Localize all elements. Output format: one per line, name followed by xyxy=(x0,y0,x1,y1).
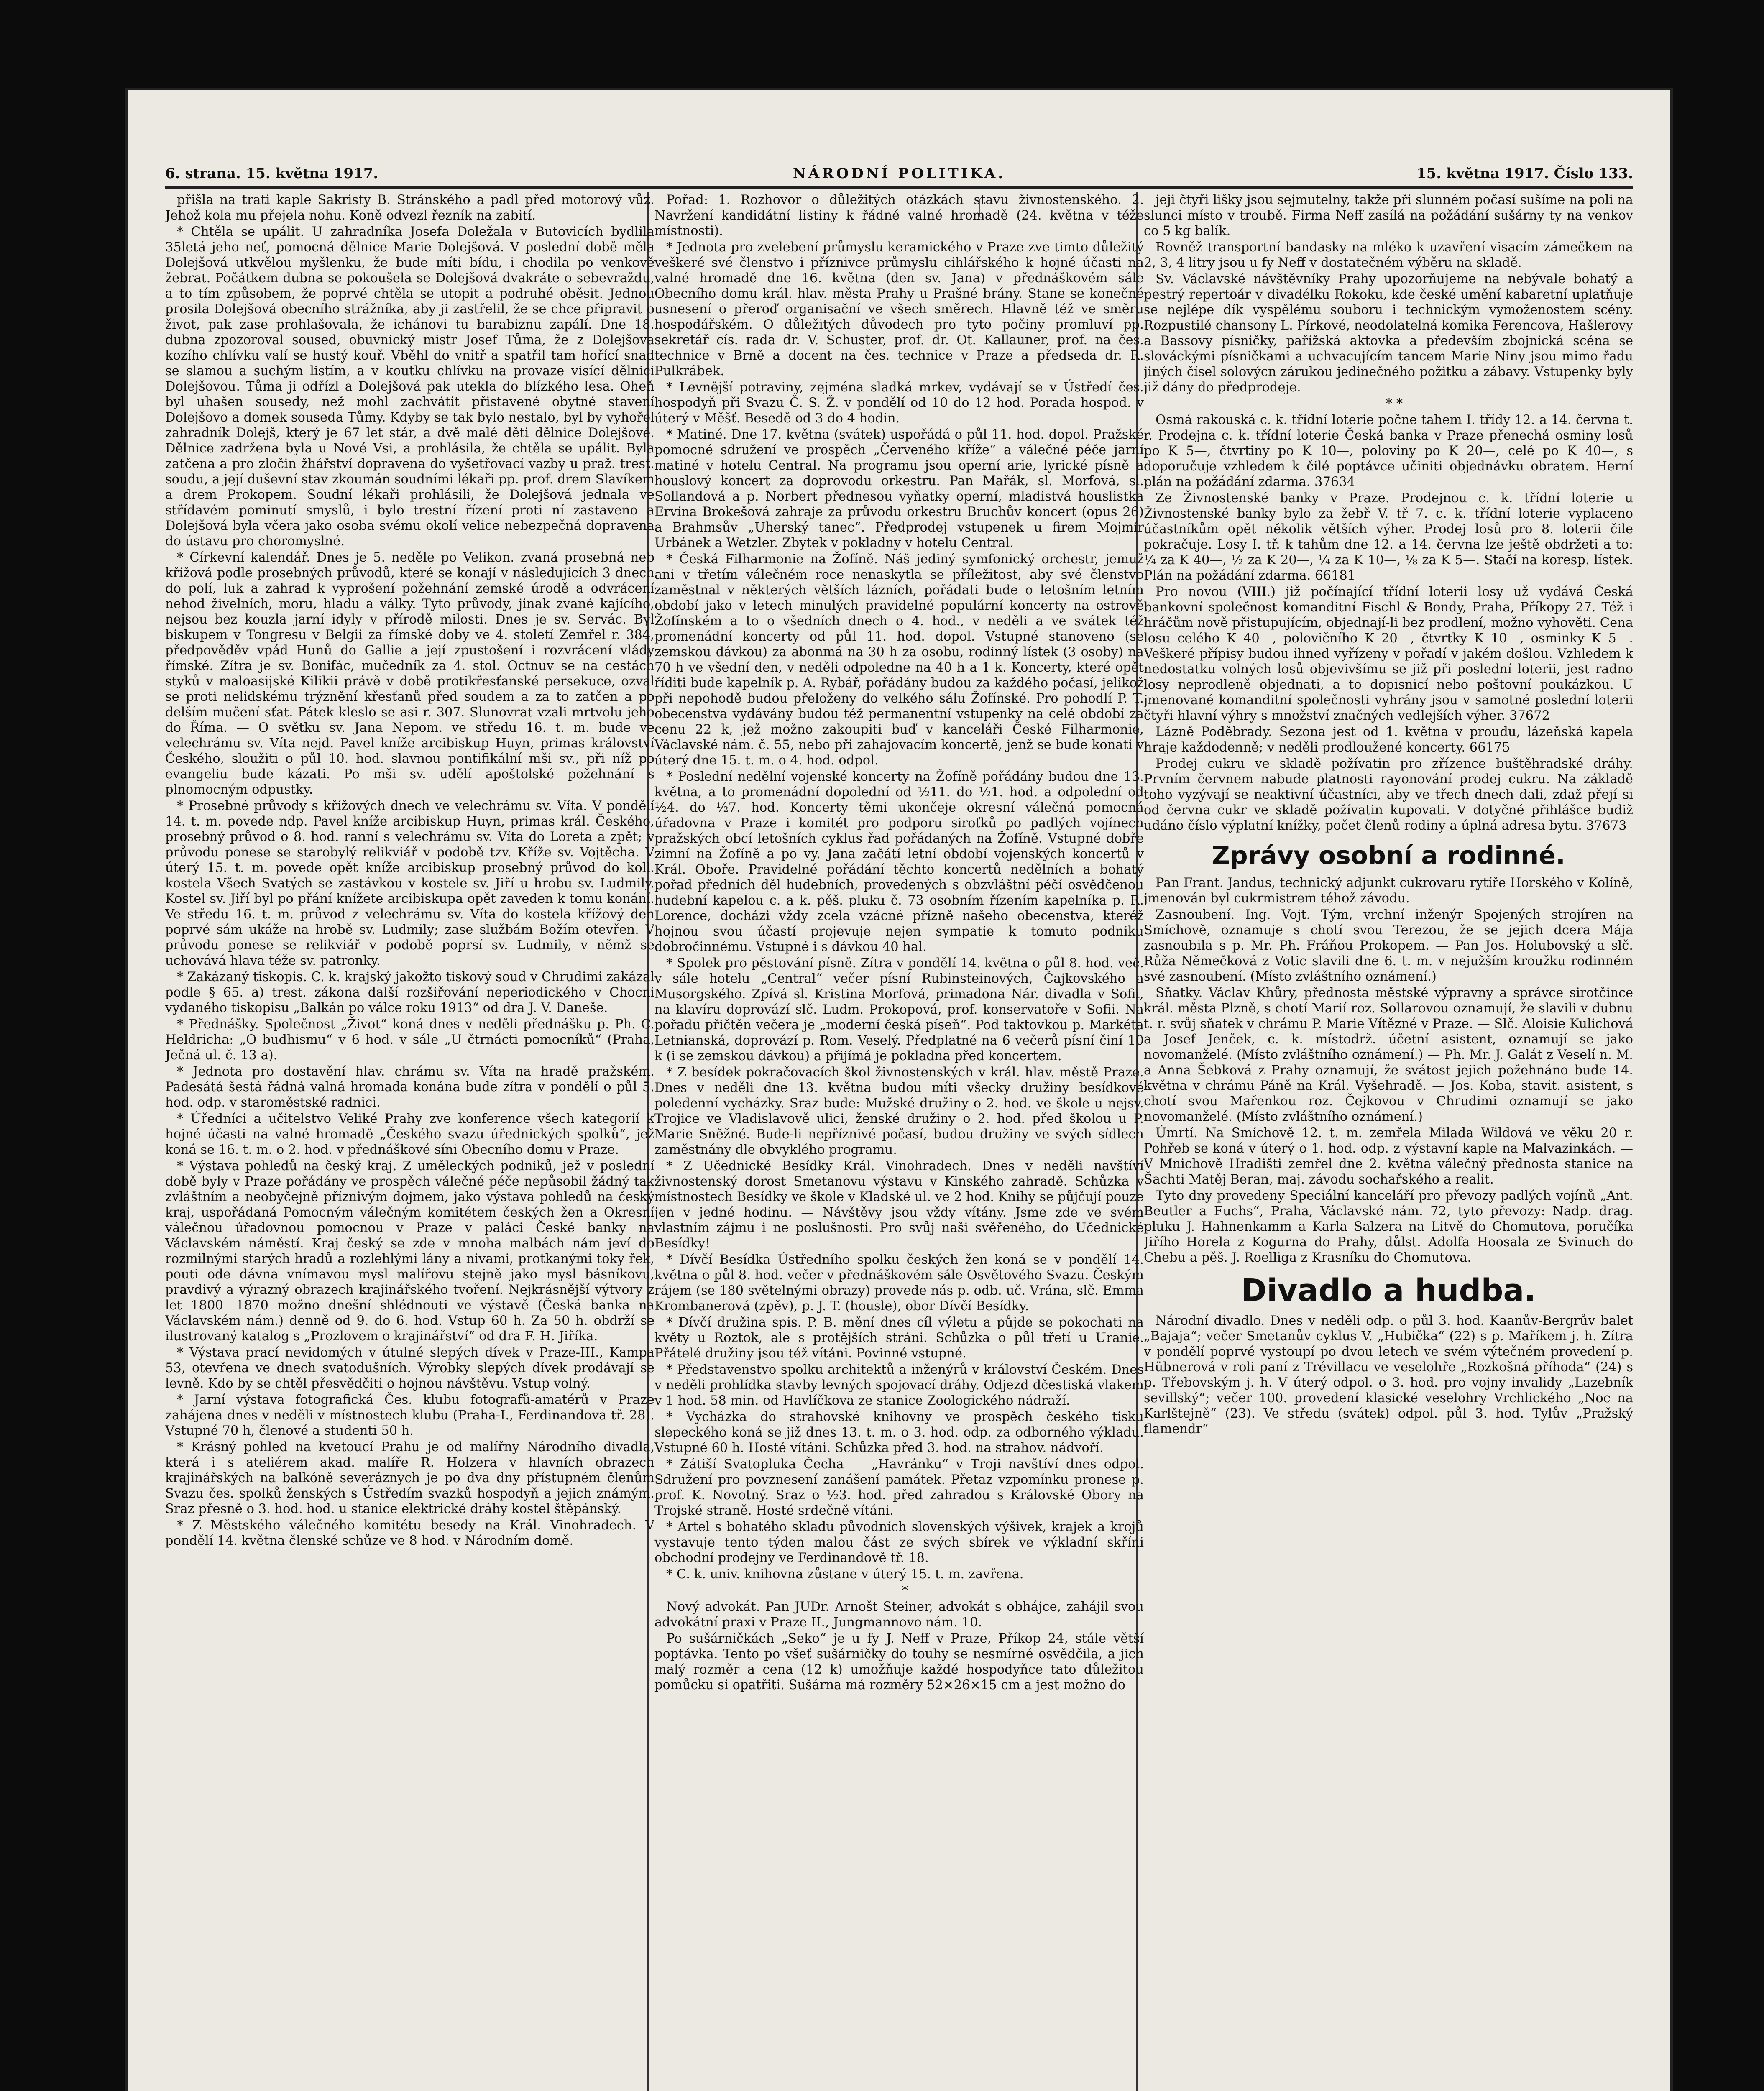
column-1 xyxy=(165,192,654,2091)
news-item: Sv. Václavské návštěvníky Prahy upozorňujeme na nebývale bohatý a pestrý repertoár v divadélku Rokoku, kde české umění kabaretní uplatňuje se nejlépe dík vyspělému souboru i technickým vymoženostem scény. Rozpustilé chansony L. Pírkové, neodolatelná komika Ferencova, Hašlerovy a Bassovy písničky, pařížská aktovka a především zbojnická scéna se slováckými písničkami a uchvacujícím tancem Marie Niny jsou mimo řadu jiných čísel solovýcn zárukou jedinečného požitku a zábavy. Vstupenky byly již dány do předprodeje. xyxy=(1144,272,1633,395)
news-item: * Z Městského válečného komitétu besedy na Král. Vinohradech. V pondělí 14. května členské schůze ve 8 hod. v Národním domě. xyxy=(165,1518,654,1548)
news-item: * Církevní kalendář. Dnes je 5. neděle po Velikon. zvaná prosebná neb křížová podle prosebných průvodů, které se konají v následujících 3 dnech do polí, luk a zahrad k vyprošení požehnání zemské úrodě a odvrácení nehod živelních, moru, hladu a války. Tyto průvody, jinak zvané kajícího, nejsou bez kouzla jarní idyly v přírodě milosti. Dnes je sv. Servác. Byl biskupem v Tongresu v Belgii za římské doby ve 4. století Zemřel r. 384, předpověděv vpád Hunů do Gallie a její zpustošení i rozvrácení vlády římské. Zítra je sv. Bonifác, mučedník za 4. stol. Octnuv se na cestách styků v maloasijské Kilikii právě v době protikřesťanské persekuce, ozval se proti nelidskému trýznění křesťanů před soudem a za to zatčen a po delším mučení sťat. Pátek kleslo se asi r. 307. Slunovrat vzali mrtvolu jeho do Říma. — O světku sv. Jana Nepom. ve středu 16. t. m. bude ve velechrámu sv. Víta nejd. Pavel kníže arcibiskup Huyn, primas království Českého, sloužiti o půl 10. hod. slavnou pontifikální mši sv., při níž po evangeliu bude kázati. Po mši sv. udělí apoštolské požehnání s plnomocným odpustky. xyxy=(165,550,654,797)
news-item: * Úředníci a učitelstvo Veliké Prahy zve konference všech kategorií k hojné účasti na valné hromadě „Českého svazu úřednických spolků“, jež koná se 16. t. m. o 2. hod. v přednáškové síni Obecního domu v Praze. xyxy=(165,1112,654,1157)
news-item: * Z besídek pokračovacích škol živnostenských v král. hlav. městě Praze. Dnes v neděli dne 13. května budou míti všecky družiny besídkové poledenní vycházky. Sraz bude: Mužské družiny o 2. hod. ve škole u nejsv. Trojice ve Vladislavově ulici, ženské družiny o 2. hod. před školou u P. Marie Sněžné. Bude-li nepříznivé počasí, budou družiny ve svých sídlech zaměstnány dle obvyklého programu. xyxy=(654,1065,1144,1157)
news-item: * Přednášky. Společnost „Život“ koná dnes v neděli přednášku p. Ph. C. Heldricha: „O budhismu“ v 6 hod. v sále „U čtrnácti pomocníků“ (Praha, Ječná ul. č. 13 a). xyxy=(165,1017,654,1063)
news-item: Nový advokát. Pan JUDr. Arnošt Steiner, advokát s obhájce, zahájil svou advokátní praxi v Praze II., Jungmannovo nám. 10. xyxy=(654,1600,1144,1630)
news-item: * Vycházka do strahovské knihovny ve prospěch českého tisku slepeckého koná se již dnes 13. t. m. o 3. hod. odp. za odborného výkladu. Vstupné 60 h. Hosté vítáni. Schůzka před 3. hod. na strahov. nádvoří. xyxy=(654,1410,1144,1455)
news-item: * Zátiší Svatopluka Čecha — „Havránku“ v Troji navštíví dnes odpol. Sdružení pro povznesení zanášení památek. Přetaz vzpomínku pronese p. prof. K. Novotný. Sraz o ½3. hod. před zahradou s Královské Obory na Trojské straně. Hosté srdečně vítáni. xyxy=(654,1457,1144,1518)
news-item: * Levnější potraviny, zejména sladká mrkev, vydávají se v Ústředí čes. hospodyň při Svazu Č. S. Ž. v pondělí od 10 do 12 hod. Porada hospod. v úterý v Měšť. Besedě od 3 do 4 hodin. xyxy=(654,380,1144,426)
news-item: Pro novou (VIII.) již počínající třídní loterii losy už vydává Česká bankovní společnost komanditní Fischl & Bondy, Praha, Příkopy 27. Též i hráčům nově přistupujícím, objednají-li bez prodlení, možno vyhověti. Cena losu celého K 40—, polovičního K 20—, čtvrtky K 10—, osminky K 5—. Veškeré přípisy budou ihned vyřízeny v pořadí v jakém došlou. Vzhledem k nedostatku volných losů objevivšímu se již při poslední loterii, jest radno losy neprodleně objednati, a to dopisnicí nebo poštovní poukázkou. U jmenované komanditní společnosti vyhrány jsou v samotné poslední loterii čtyři hlavní výhry s množství značných vedlejších výher. 37672 xyxy=(1144,585,1633,723)
news-item: přišla na trati kaple Sakristy B. Stránského a padl před motorový vůz. Jehož kola mu přejela nohu. Koně odvezl řezník na zabití. xyxy=(165,193,654,223)
news-item: * Představenstvo spolku architektů a inženýrů v království Českém. Dnes v neděli prohlídka stavby levných spojovací dráhy. Odjezd dčestiská vlakem v 1 hod. 58 min. od Havlíčkova ze stanice Zoologického nádraží. xyxy=(654,1362,1144,1408)
news-item: Pořad: 1. Rozhovor o důležitých otázkách stavu živnostenského. 2. Navržení kandidátní listiny k řádné valné hromadě (24. května v téže místnosti). xyxy=(654,193,1144,238)
column-2 xyxy=(654,192,1144,2091)
separator-asterisks: * xyxy=(902,1583,908,1598)
news-item: Rovněž transportní bandasky na mléko k uzavření visacím zámečkem na 2, 3, 4 litry jsou u fy Neff v dostatečném výběru na skladě. xyxy=(1144,240,1633,270)
news-item: Tyto dny provedeny Speciální kanceláří pro převozy padlých vojínů „Ant. Beutler a Fuchs“, Praha, Václavské nám. 72, tyto převozy: Nadp. drag. pluku J. Hahnenkamm a Karla Salzera na Litvě do Chomutova, poručíka Jiřího Horela z Kogurna do Prahy, důlst. Adolfa Hoosala ze Svinuch do Chebu a pěš. J. Roelliga z Krasníku do Chomutova. xyxy=(1144,1189,1633,1265)
news-item: * C. k. univ. knihovna zůstane v úterý 15. t. m. zavřena. xyxy=(666,1567,1024,1582)
news-item: * Výstava prací nevidomých v útulné slepých dívek v Praze-III., Kampa 53, otevřena ve dnech svatodušních. Výrobky slepých dívek prodávají se levně. Kdo by se chtěl přesvědčiti o hojnou návštěvu. Vstup volný. xyxy=(165,1345,654,1391)
separator-asterisks: * * xyxy=(1386,396,1403,411)
section-heading: Divadlo a hudba. xyxy=(1241,1273,1536,1309)
news-item: * Prosebné průvody s křížových dnech ve velechrámu sv. Víta. V pondělí 14. t. m. povede ndp. Pavel kníže arcibiskup Huyn, primas král. Českého, prosebný průvod o 8. hod. ranní s velechrámu sv. Víta do Loreta a zpět; v průvodu ponese se starobylý relikviář v podobě tzv. Kříže sv. Vojtěcha. V úterý 15. t. m. povede opět kníže arcibiskup prosebný průvod do koll. kostela Všech Svatých se zastávkou v kostele sv. Jiří u hrobu sv. Ludmily. Kostel sv. Jiří byl po přání knížete arcibiskupa opět zaveden k tomu konání. Ve středu 16. t. m. průvod z velechrámu sv. Víta do kostela křížový den poprvé sám ukáže na hrobě sv. Ludmily; zase službám Božím otevřen. V průvodu ponese se relikviář v podobě poprsí sv. Ludmily, v němž se uchovává hlava téže sv. patronky. xyxy=(165,799,654,968)
column-3 xyxy=(1144,192,1633,2091)
news-item: * Dívčí družina spis. P. B. mění dnes cíl výletu a půjde se pokochati na květy u Roztok, ale s protějších stráni. Schůzka o půl třetí u Uranie. Přátelé družiny jsou též vítáni. Povinné vstupné. xyxy=(654,1315,1144,1361)
news-item: * Z Učednické Besídky Král. Vinohradech. Dnes v neděli navštíví živnostenský dorost Smetanovu výstavu v Kinského zahradě. Schůzka v místnostech Besídky ve škole v Kladské ul. ve 2 hod. Knihy se půjčují pouze jen v jedné hodinu. — Návštěvy jsou vždy vítány. Jsme zde ve svém vlastním zájmu i ne poslušnosti. Pro svůj naši svěřeného, do Učednické Besídky! xyxy=(654,1159,1144,1251)
news-item: Osmá rakouská c. k. třídní loterie počne tahem I. třídy 12. a 14. června t. r. Prodejna c. k. třídní loterie Česká banka v Praze přenechá osminy losů po K 5—, čtvrtiny po K 10—, poloviny po K 20—, celé po K 40—, s doporučuje vzhledem k čilé poptávce učiniti objednávku obratem. Herní plán na požádání zdarma. 37634 xyxy=(1144,413,1633,489)
news-item: jeji čtyři lišky jsou sejmutelny, takže při slunném počasí sušíme na poli na slunci místo v troubě. Firma Neff zasílá na požádání sušárny ty na venkov co 5 kg balík. xyxy=(1144,193,1633,238)
news-item: * Chtěla se upálit. U zahradníka Josefa Doležala v Butovicích bydlila 35letá jeho neť, pomocná dělnice Marie Dolejšová. V poslední době měla Dolejšová utkvělou myšlenku, že bude míti bídu, i chodila po venkově žebrat. Počátkem dubna se pokoušela se Dolejšová dvakráte o sebevraždu, a to tím způsobem, že poprvé chtěla se utopit a podruhé oběsit. Jednou prosila Dolejšová obecního strážníka, aby ji zastřelil, že se chce připravit o život, pak zase prohlašovala, že ichánovi tu barabiznu zapálí. Dne 18. dubna zpozoroval soused, obuvnický mistr Josef Tůma, že z Dolejšova kozího chlívku valí se hustý kouř. Vběhl do vnitř a spatřil tam hořící snad se slamou a suchým listím, a v koutku chlívku na provaze visící dělnici Dolejšovou. Tůma ji odřízl a Dolejšová pak utekla do blízkého lesa. Oheň byl uhašen sousedy, než mohl zachvátit přistavené obytné stavení Dolejšovo a domek souseda Tůmy. Kdyby se tak bylo nestalo, byl by vyhořel zahradník Dolejš, který je 67 let stár, a dvě malé děti dělnice Dolejšové. Dělnice zadržena byla u Nové Vsi, a prohlásila, že chtěla se upálit. Byla zatčena a pro zločin žhářství dopravena do vyšetřovací vazby u praž. trest. soudu, a její duševní stav zkoumán soudními lékaři pp. prof. drem Slavíkem a drem Prokopem. Soudní lékaři prohlásili, že Dolejšová jednala ve střídavém pominutí smyslů, i bylo trestní řízení proti ní zastaveno a Dolejšová byla včera jako osoba svému okolí velice nebezpečná dopravena do ústavu pro choromyslné. xyxy=(165,225,654,549)
page-header xyxy=(165,157,1633,189)
news-item: Zasnoubení. Ing. Vojt. Tým, vrchní inženýr Spojených strojíren na Smíchově, oznamuje s chotí svou Terezou, že se jejich dcera Mája zasnoubila s p. Mr. Ph. Fráňou Prokopem. — Pan Jos. Holubovský a slč. Růža Němečková z Votic slavili dne 6. t. m. v nejužším kroužku rodinném své zasnoubení. (Místo zvláštního oznámení.) xyxy=(1144,907,1633,984)
news-item: * Zakázaný tiskopis. C. k. krajský jakožto tiskový soud v Chrudimi zakázal podle § 65. a) trest. zákona další rozšiřování neperiodického v Chocni vydaného tiskopisu „Balkán po válce roku 1913“ od dra J. V. Daneše. xyxy=(165,970,654,1015)
section-heading: Zprávy osobní a rodinné. xyxy=(1212,841,1565,870)
news-item: * Spolek pro pěstování písně. Zítra v pondělí 14. května o půl 8. hod. več. v sále hotelu „Central“ večer písní Rubinsteinových, Čajkovského a Musorgského. Zpívá sl. Kristina Morfová, primadona Nár. divadla v Sofii, na klavíru doprovází slč. Ludm. Prokopová, prof. konservatoře v Sofii. Na pořadu přičtěn večera je „moderní česká píseň“. Pod taktovkou p. Markéta Letnianská, doprovází p. Rom. Veselý. Předplatné na 6 večerů písní činí 10 k (i se zemskou dávkou) a přijímá je pokladna před koncertem. xyxy=(654,956,1144,1063)
news-item: * Jednota pro dostavění hlav. chrámu sv. Víta na hradě pražském. Padesátá šestá řádná valná hromada konána bude zítra v pondělí o půl 5. hod. odp. v staroměstské radnici. xyxy=(165,1064,654,1110)
news-item: Sňatky. Václav Khůry, přednosta městské výpravny a správce sirotčince král. města Plzně, s chotí Marií roz. Sollarovou oznamují, že slavili v dubnu t. r. svůj sňatek v chrámu P. Marie Vítězné v Praze. — Slč. Aloisie Kulichová a Josef Jenček, c. k. místodrž. účetní asistent, oznamují se jako novomanželé. (Místo zvláštního oznámení.) — Ph. Mr. J. Galát z Veselí n. M. a Anna Šebková z Prahy oznamují, že svátost jejich požehnáno bude 14. května v chrámu Páně na Král. Vyšehradě. — Jos. Koba, stavit. asistent, s chotí svou Mařenkou roz. Čejkovou v Chrudimi oznamují se jako novomanželé. (Místo zvláštního oznámení.) xyxy=(1144,986,1633,1124)
news-item: Lázně Poděbrady. Sezona jest od 1. května v proudu, lázeňská kapela hraje každodenně; v neděli prodloužené koncerty. 66175 xyxy=(1144,725,1633,755)
header-date-left: 6. strana. 15. května 1917. xyxy=(165,165,378,182)
news-item: Úmrtí. Na Smíchově 12. t. m. zemřela Milada Wildová ve věku 20 r. Pohřeb se koná v úterý o 1. hod. odp. z výstavní kaple na Malvazinkách. — V Mnichově Hradišti zemřel dne 2. května válečný přednosta stanice na Šachti Matěj Beran, maj. závodu sochařského a realit. xyxy=(1144,1126,1633,1187)
news-item: * Poslední nedělní vojenské koncerty na Žofíně pořádány budou dne 13. května, a to promenádní dopolední od ½11. do ½1. hod. a odpolední od ½4. do ½7. hod. Koncerty těmi ukončeje okresní válečná pomocná úřadovna v Praze i komitét pro podporu siroťků po padlých vojínech pražských obcí letošních cyklus řad pořádaných na Žofíně. Vstupné dobře zimní na Žofíně a po vy. Jana začátí letní období vojenských koncertů v Král. Oboře. Pravidelné pořádání těchto koncertů nedělních a bohatý pořad předních děl hudebních, provedených s obzvláštní péčí osvědčenou hudební kapelou c. a k. pěš. pluku č. 73 osobním řízením kapelníka p. R. Lorence, docházi vždy zcela vzácné přízně našeho obecenstva, kteréž hojnou svou účastí projevuje nejen sympatie k tomuto podniku dobročinnému. Vstupné i s dávkou 40 hal. xyxy=(654,769,1144,954)
news-item: * Artel s bohatého skladu původních slovenských výšivek, krajek a krojů vystavuje tento týden malou část ze svých sbírek ve výkladní skříni obchodní prodejny ve Ferdinandově tř. 18. xyxy=(654,1520,1144,1565)
news-item: Národní divadlo. Dnes v neděli odp. o půl 3. hod. Kaanův-Bergrův balet „Bajaja“; večer Smetanův cyklus V. „Hubička“ (22) s p. Maříkem j. h. Zítra v pondělí poprvé vystoupí po dvou letech ve svém výtečném provedení p. Hübnerová v roli paní z Trévillacu ve veselohře „Rozkošná příhoda“ (24) s p. Třebovským j. h. V úterý odpol. o 3. hod. pro vojny invalidy „Lazebník sevillský“; večer 100. provedení klasické veselohry Vrchlického „Noc na Karlštejně“ (23). Ve středu (svátek) odpol. půl 3. hod. Tylův „Pražský flamendr“ xyxy=(1144,1314,1633,1437)
news-item: Ze Živnostenské banky v Praze. Prodejnou c. k. třídní loterie u Živnostenské banky bylo za žebř V. tř 7. c. k. třídní loterie vyplaceno účastníkům opět několik větších výher. Prodej losů pro 8. loterii čile pokračuje. Losy I. tř. k tahům dne 12. a 14. června lze ještě obdržeti a to: ¼ za K 40—, ½ za K 20—, ¼ za K 10—, ⅛ za K 5—. Stačí na koresp. lístek. Plán na požádání zdarma. 66181 xyxy=(1144,491,1633,583)
news-item: Prodej cukru ve skladě požívatin pro zřízence buštěhradské dráhy. Prvním červnem nabude platnosti rayonování prodej cukru. Na základě toho vyzývají se neaktivní účastníci, aby ve třech dnech dali, zdaž přejí si od června cukr ve skladě požívatin kupovati. V dotyčné přihlášce budiž udáno číslo výplatní knížky, počet členů rodiny a úplná adresa bytu. 37673 xyxy=(1144,757,1633,833)
news-item: * Výstava pohledů na český kraj. Z uměleckých podniků, jež v poslední době byly v Praze pořádány ve prospěch válečné péče nepůsobil žádný tak zvláštním a neobyčejně příznivým dojmem, jako výstava pohledů na český kraj, uspořádaná Pomocným válečným komitétem českých žen a Okresní válečnou úřadovnou pomocnou v Praze v paláci České banky na Václavském náměstí. Kraj český se zde v mnoha malbách nám jeví do rozmilnými starých hradů a rozlehlými lány a nivami, protkanými toky řek, pouti ode dávna vnímavou mysl malířovu stejně jako mysl básníkovu, pravdivý a výrazný obrazech krajinářského tvoření. Nejkrásnější výtvory z let 1800—1870 možno dnešní shlédnouti ve výstavě (Česká banka na Václavském nám.) denně od 9. do 6. hod. Vstup 60 h. Za 50 h. obdrží se ilustrovaný katalog s „Prozlovem o krajinářství“ od dra F. H. Jiříka. xyxy=(165,1159,654,1344)
news-item: * Česká Filharmonie na Žofíně. Náš jediný symfonický orchestr, jemuž ani v třetím válečném roce nenaskytla se příležitost, aby své členstvo zaměstnal v některých větších lázních, pořádati bude o letošním letním období jako v letech minulých pravidelné populární koncerty na ostrově Žofínském a to o všedních dnech o 4. hod., v neděli a ve svátek též promenádní koncerty od půl 11. hod. dopol. Vstupné stanoveno (se zemskou dávkou) za abonmá na 30 h za osobu, rodinný lístek (3 osoby) na 70 h ve všední den, v neděli odpoledne na 40 h a 1 k. Koncerty, které opět říditi bude kapelník p. A. Rybář, pořádány budou za každého počasí, jelikož při nepohodě budou přeloženy do velkého sálu Žofínské. Pro pohodlí P. T. obecenstva vydávány budou též permanentní vstupenky na celé období za cenu 22 k, jež možno zakoupiti buď v kanceláři České Filharmonie, Václavské nám. č. 55, nebo při zahajovacím koncertě, jenž se bude konati v úterý dne 15. t. m. o 4. hod. odpol. xyxy=(654,552,1144,768)
news-item: * Krásný pohled na kvetoucí Prahu je od malířny Národního divadla, která i s ateliérem akad. malíře R. Holzera v hlavních obrazech krajinářských na balkóně severáznych je po dva dny přístupném členům Svazu čes. spolků ženských s Ústředím svazků hospodyň a jejich známým. Sraz přesně o 3. hod. hod. u stanice elektrické dráhy kostel štěpánský. xyxy=(165,1440,654,1516)
news-item: * Jednota pro zvelebení průmyslu keramického v Praze zve timto důležitý veškeré své členstvo i příznivce průmyslu cihlářského k hojné účasti na valné hromadě dne 16. května (den sv. Jana) v přednáškovém sále Obecního domu král. hlav. města Prahy u Prašné brány. Stane se konečné usnesení o přeroď organisační ve všech směrech. Hlavně též ve směru hospodářském. O důležitých důvodech pro tyto počiny promluví pp. sekretář cís. rada dr. V. Schuster, prof. dr. Ot. Kallauner, prof. na čes. technice v Brně a docent na čes. technice v Praze a předseda dr. R. Pulkrábek. xyxy=(654,240,1144,378)
news-item: * Matiné. Dne 17. května (svátek) uspořádá o půl 11. hod. dopol. Pražské pomocné sdružení ve prospěch „Červeného kříže“ a válečné péče jarní matiné v hotelu Central. Na programu jsou operní arie, lyrické písně a houslový koncert za doprovodu orkestru. Pan Mařák, sl. Morfová, sl. Sollandová a p. Norbert přednesou vyňatky operní, mladistvá houslistka Ervína Brokešová zahraje za průvodu orkestru Bruchův koncert (opus 26) a Brahmsův „Uherský tanec“. Předprodej vstupenek u firem Mojmír Urbánek a Wetzler. Zbytek v pokladny v hotelu Central. xyxy=(654,427,1144,550)
news-item: Po sušárničkách „Seko“ je u fy J. Neff v Praze, Příkop 24, stále větší poptávka. Tento po všeť sušárničky do touhy se nesmírné osvědčila, a jich malý rozměr a cena (12 k) umožňuje každé hospodyňce tato důležitou pomůcku si opatřiti. Sušárna má rozměry 52×26×15 cm a jest možno do xyxy=(654,1631,1144,1692)
news-item: * Jarní výstava fotografická Čes. klubu fotografů-amatérů v Praze zahájena dnes v neděli v místnostech klubu (Praha-I., Ferdinandova tř. 28). Vstupné 70 h, členové a studenti 50 h. xyxy=(165,1393,654,1438)
news-item: Pan Frant. Jandus, technický adjunkt cukrovaru rytíře Horského v Kolíně, jmenován byl cukrmistrem téhož závodu. xyxy=(1144,876,1633,906)
news-item: * Dívčí Besídka Ústředního spolku českých žen koná se v pondělí 14. května o půl 8. hod. večer v přednáškovém sále Osvětového Svazu. Českým rájem (se 180 světelnými obrazy) provede nás p. odb. uč. Vrána, slč. Emma Krombanerová (zpěv), p. J. T. (housle), obor Dívčí Besídky. xyxy=(654,1253,1144,1314)
header-date-right: 15. května 1917. Číslo 133. xyxy=(1416,165,1633,182)
masthead-title: NÁRODNÍ POLITIKA. xyxy=(793,165,1006,182)
newspaper-page xyxy=(125,88,1673,2091)
